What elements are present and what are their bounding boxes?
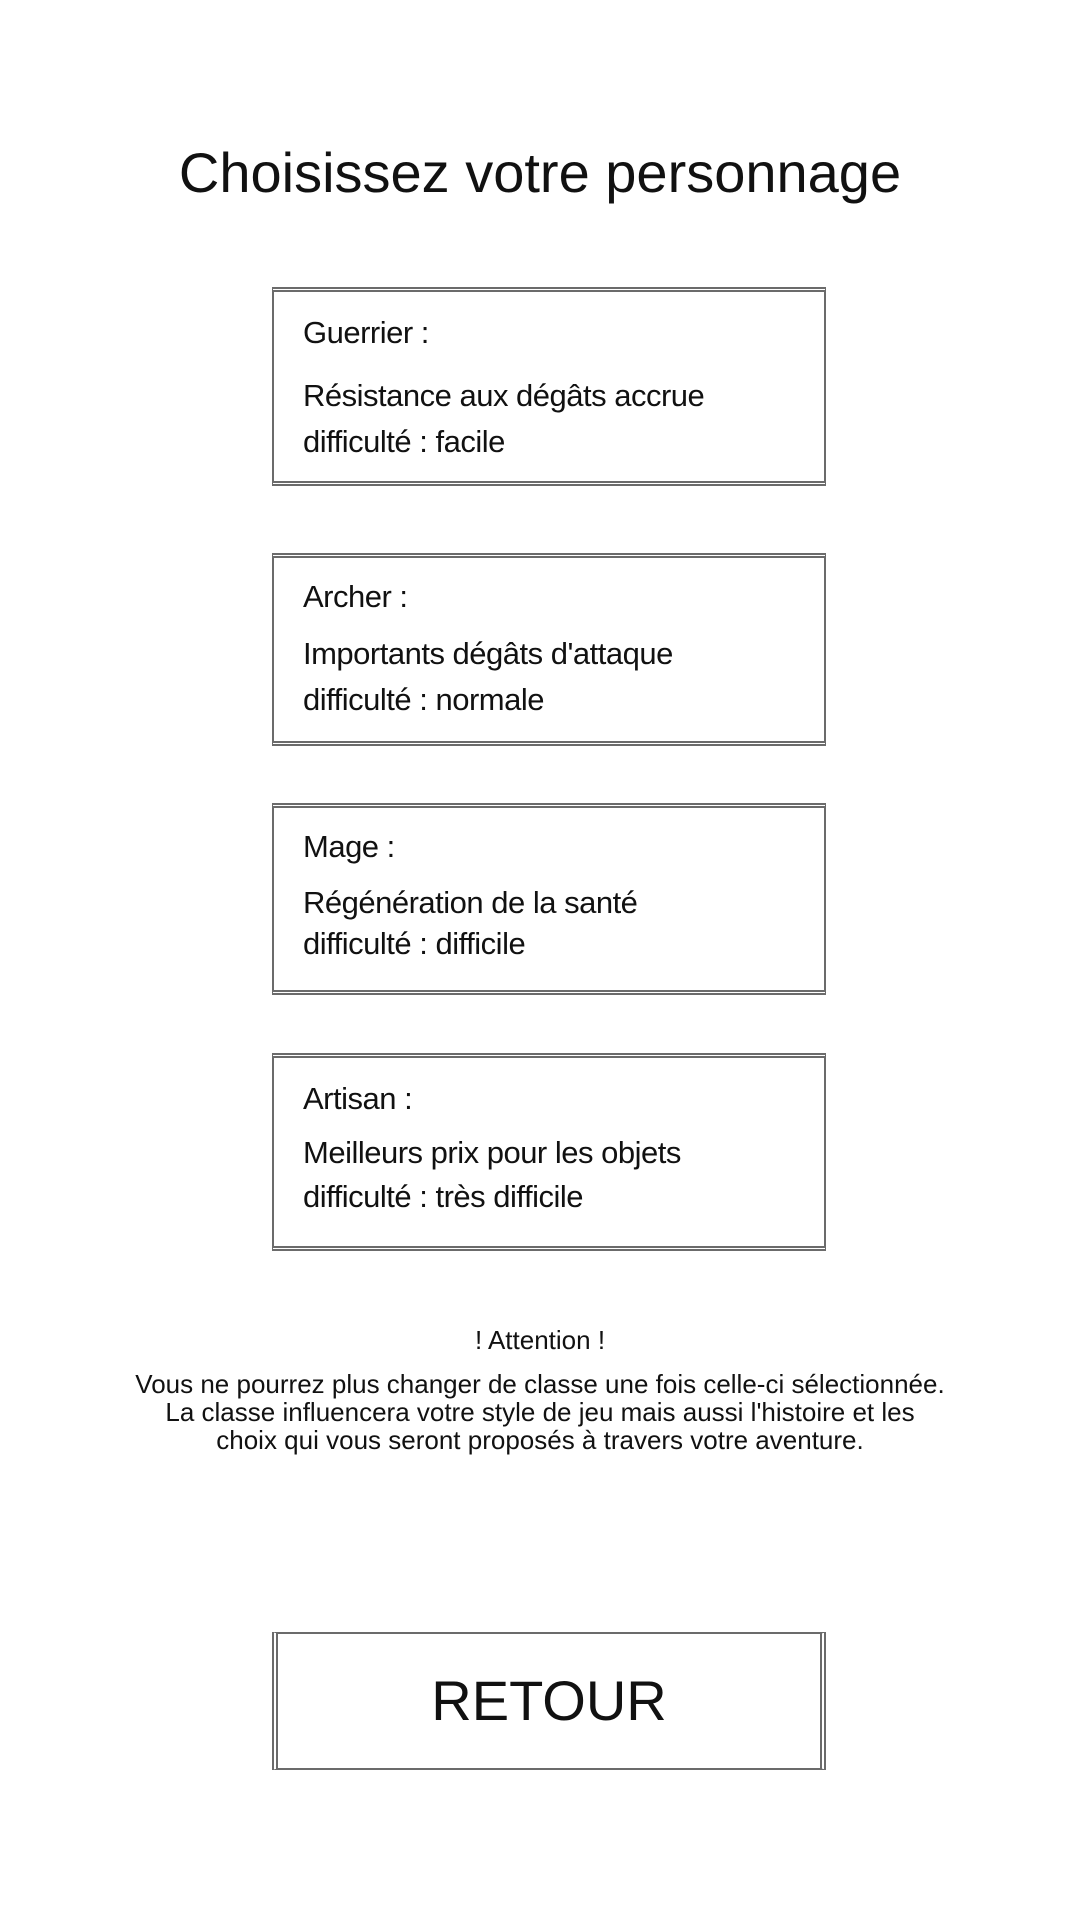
class-name: Artisan : [303, 1081, 413, 1116]
class-name: Guerrier : [303, 315, 429, 350]
warning-line: Vous ne pourrez plus changer de classe une fois celle-ci sélectionnée. [135, 1369, 945, 1399]
class-description: Régénération de la santé [303, 885, 638, 920]
class-name: Archer : [303, 579, 408, 614]
class-name: Mage : [303, 829, 395, 864]
class-description: Importants dégâts d'attaque [303, 636, 673, 671]
class-difficulty: difficulté : difficile [303, 926, 526, 961]
class-difficulty: difficulté : facile [303, 424, 505, 459]
class-description: Meilleurs prix pour les objets [303, 1135, 681, 1170]
warning-line: La classe influencera votre style de jeu mais aussi l'histoire et les [165, 1397, 915, 1427]
warning-line: choix qui vous seront proposés à travers votre aventure. [216, 1425, 864, 1455]
page-title: Choisissez votre personnage [178, 141, 902, 204]
warning-message [0, 1370, 1080, 1454]
class-card-archer[interactable] [272, 553, 826, 746]
back-button[interactable] [272, 1632, 826, 1770]
class-difficulty: difficulté : normale [303, 682, 544, 717]
class-card-guerrier[interactable] [272, 287, 826, 486]
back-button-label: RETOUR [431, 1669, 667, 1732]
class-card-mage[interactable] [272, 803, 826, 995]
warning-title: ! Attention ! [474, 1325, 606, 1355]
class-difficulty: difficulté : très difficile [303, 1179, 583, 1214]
class-description: Résistance aux dégâts accrue [303, 378, 705, 413]
class-card-artisan[interactable] [272, 1053, 826, 1251]
